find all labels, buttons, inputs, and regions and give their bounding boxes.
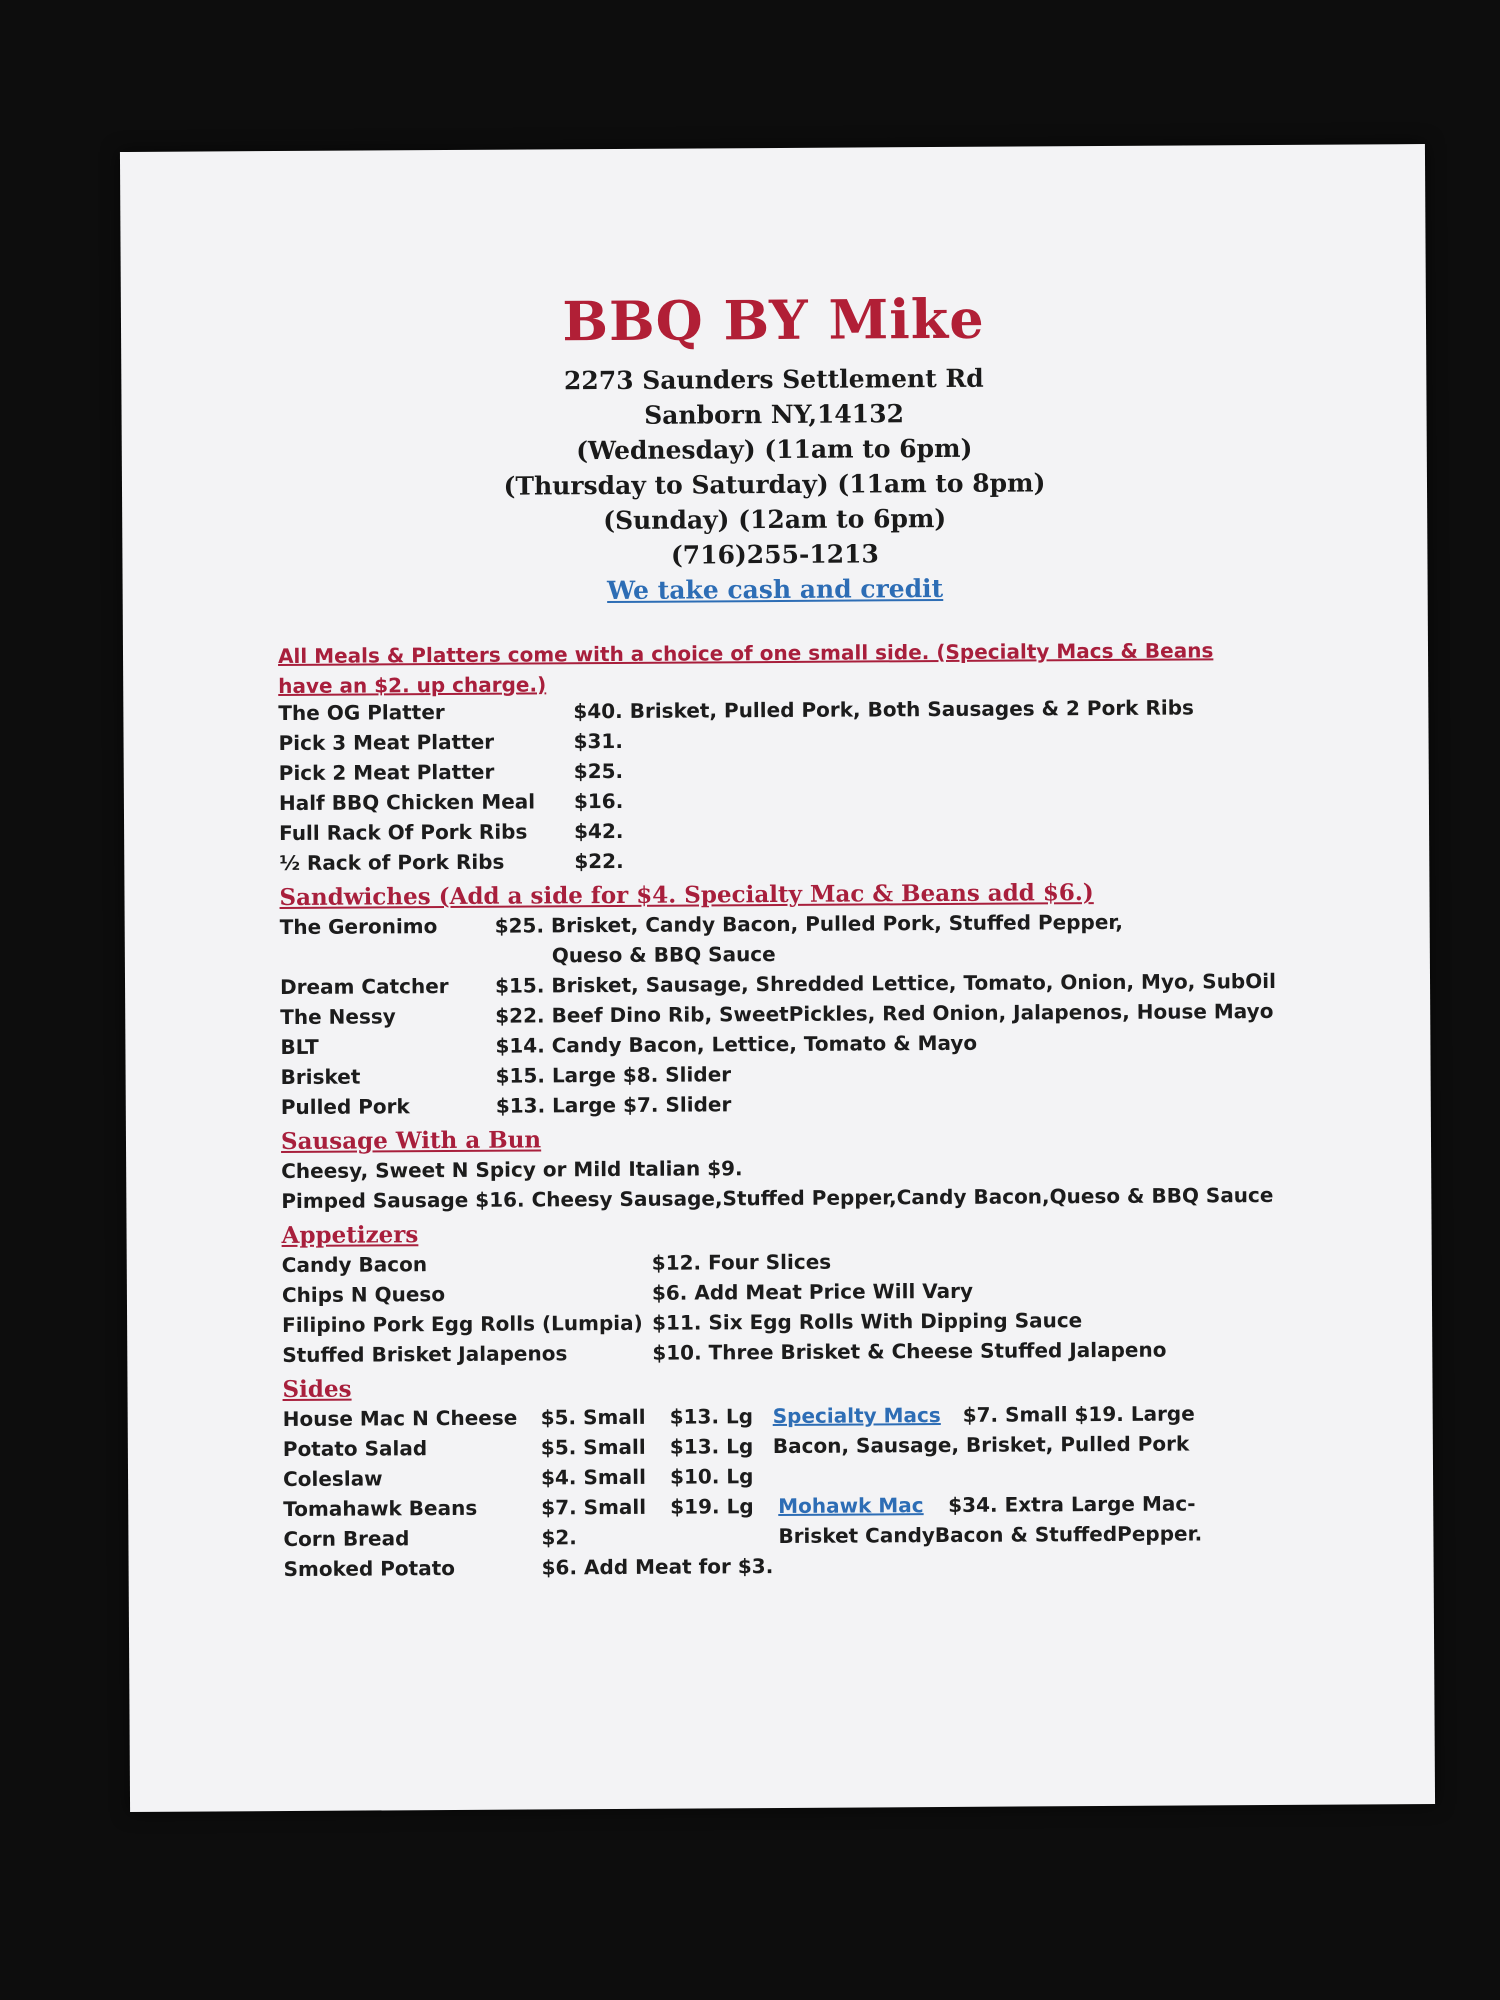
item-name: Dream Catcher [279,974,449,1000]
item-small-price: $7. Small [541,1494,647,1520]
menu-header [121,284,1428,611]
item-price: $12. Four Slices [651,1249,832,1275]
item-line: Cheesy, Sweet N Spicy or Mild Italian $9. [281,1156,743,1184]
mohawk-mac-description: Brisket CandyBacon & StuffedPepper. [778,1521,1203,1549]
phone-number: (716)255-1213 [670,539,879,570]
item-large-price: $19. Lg [670,1494,754,1519]
item-price: $15. Brisket, Sausage, Shredded Lettice, Tomato, Onion, Myo, SubOil [494,968,1276,998]
appetizers-heading: Appetizers [281,1221,419,1250]
sandwiches-heading: Sandwiches (Add a side for $4. Specialty Mac & Beans add $6.) [279,879,1094,912]
platters-note: All Meals & Platters come with a choice of one small side. (Specialty Macs & Beans have an $2. up charge.) [277,638,1214,699]
item-name: BLT [280,1034,319,1060]
item-price: $11. Six Egg Rolls With Dipping Sauce [652,1308,1083,1335]
item-price: $15. Large $8. Slider [495,1062,732,1088]
hours-wednesday: (Wednesday) (11am to 6pm) [576,433,973,466]
payment-note: We take cash and credit [606,573,944,606]
item-small-price: $5. Small [540,1404,646,1430]
item-price: $14. Candy Bacon, Lettice, Tomato & Mayo [495,1030,978,1058]
item-name: Pulled Pork [280,1094,410,1120]
mohawk-mac-label: Mohawk Mac [778,1493,924,1519]
item-price: $40. Brisket, Pulled Pork, Both Sausages & 2 Pork Ribs [573,695,1194,724]
menu-body [278,635,1284,1587]
item-name: Smoked Potato [283,1555,456,1582]
specialty-macs-description: Bacon, Sausage, Brisket, Pulled Pork [772,1431,1190,1459]
item-name: ½ Rack of Pork Ribs [279,849,505,876]
item-description: Queso & BBQ Sauce [551,942,776,968]
item-small-price: $4. Small [540,1464,646,1490]
item-name: Potato Salad [282,1436,428,1462]
item-name: Chips N Queso [281,1282,446,1308]
item-large-price: $13. Lg [669,1404,754,1429]
item-price: $22. [574,848,624,874]
item-name: Candy Bacon [281,1252,428,1278]
item-price: $31. [573,728,623,754]
menu-paper [120,144,1435,1812]
address-line: 2273 Saunders Settlement Rd [563,363,984,396]
item-small-price: $2. [541,1525,577,1550]
hours-thursday-saturday: (Thursday to Saturday) (11am to 8pm) [503,468,1046,501]
item-name: The Nessy [280,1004,396,1030]
item-line: Pimped Sausage $16. Cheesy Sausage,Stuffed Pepper,Candy Bacon,Queso & BBQ Sauce [281,1182,1274,1214]
item-price: $6. Add Meat Price Will Vary [651,1278,974,1305]
item-price: $16. [573,788,624,814]
item-name: Pick 2 Meat Platter [278,759,495,786]
menu-item [279,845,1279,881]
item-name: Tomahawk Beans [283,1495,478,1522]
menu-item [281,1183,1281,1219]
item-name: Half BBQ Chicken Meal [278,789,536,816]
item-small-price: $5. Small [540,1434,646,1460]
city-line: Sanborn NY,14132 [644,399,905,430]
item-name: House Mac N Cheese [282,1405,518,1432]
menu-item [282,1337,1282,1373]
item-large-price: $10. Lg [669,1464,754,1489]
mohawk-mac-price: $34. Extra Large Mac- [948,1491,1196,1517]
menu-item [281,1089,1281,1125]
menu-item [284,1551,1284,1587]
restaurant-title: BBQ BY Mike [562,286,985,354]
item-large-price: $13. Lg [669,1434,754,1459]
item-name: Coleslaw [282,1466,383,1492]
item-price: $22. Beef Dino Rib, SweetPickles, Red Onion, Jalapenos, House Mayo [495,998,1274,1028]
item-name: Stuffed Brisket Jalapenos [282,1341,568,1368]
sides-heading: Sides [282,1375,352,1404]
item-small-price: $6. Add Meat for $3. [541,1554,774,1580]
item-name: Filipino Pork Egg Rolls (Lumpia) [282,1310,643,1338]
item-price: $42. [574,818,624,844]
item-name: The OG Platter [278,700,445,726]
item-name: The Geronimo [279,914,438,940]
item-name: Pick 3 Meat Platter [278,729,495,756]
item-price: $13. Large $7. Slider [495,1092,732,1118]
item-price: $10. Three Brisket & Cheese Stuffed Jalapeno [652,1337,1167,1365]
item-price: $25. Brisket, Candy Bacon, Pulled Pork, Stuffed Pepper, [494,909,1124,938]
hours-sunday: (Sunday) (12am to 6pm) [603,503,947,536]
item-name: Brisket [280,1064,361,1090]
specialty-macs-price: $7. Small $19. Large [962,1401,1195,1427]
item-name: Corn Bread [283,1526,410,1552]
sausage-heading: Sausage With a Bun [280,1126,542,1156]
specialty-macs-label: Specialty Macs [772,1403,941,1429]
item-name: Full Rack Of Pork Ribs [279,819,528,846]
item-price: $25. [573,758,624,784]
